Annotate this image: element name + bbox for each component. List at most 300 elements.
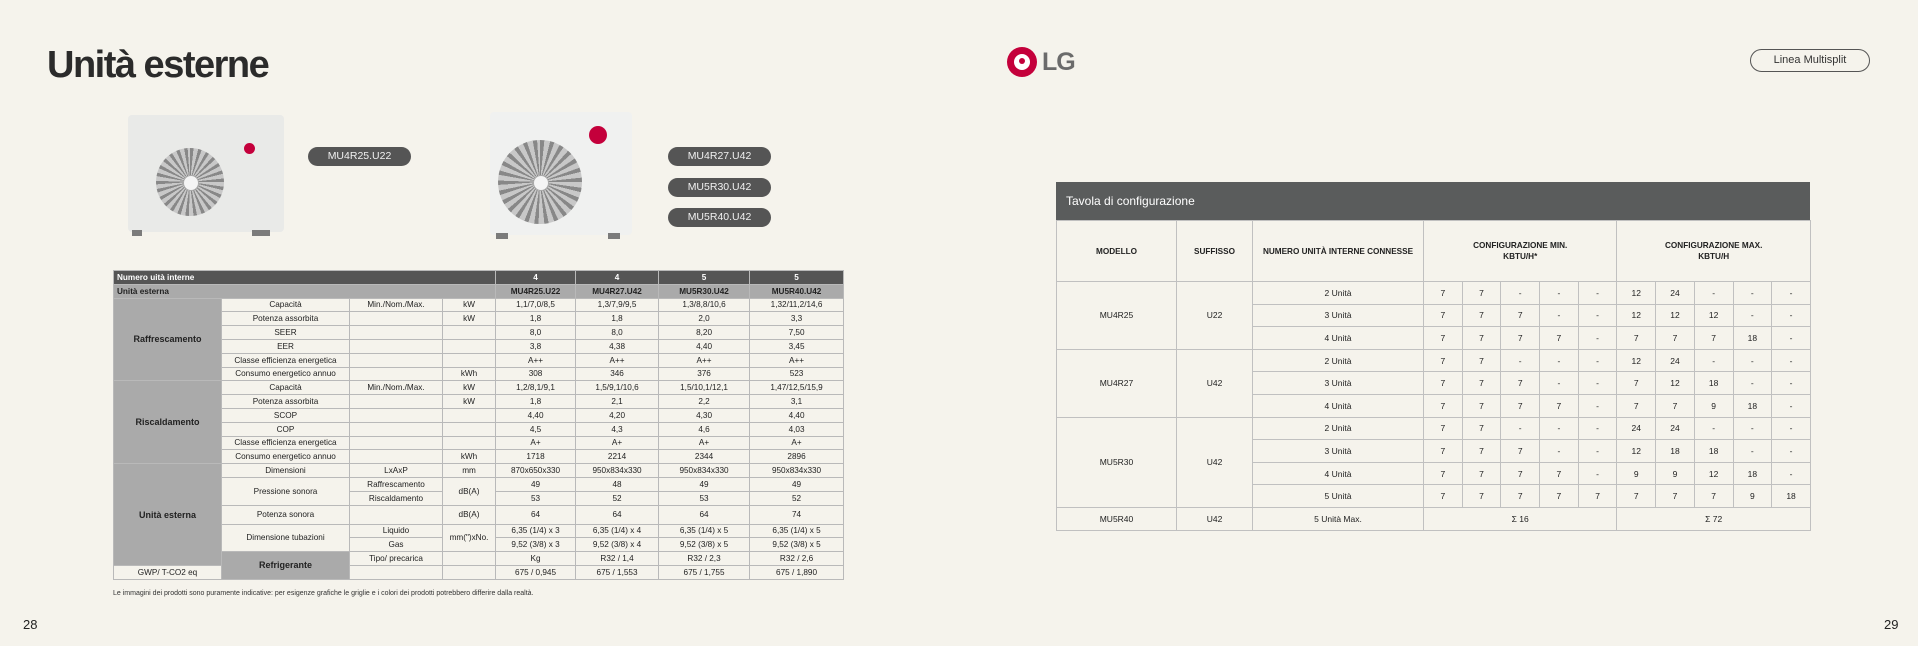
row-unit: kW bbox=[443, 312, 496, 326]
row-unit bbox=[443, 339, 496, 353]
row-sublabel: Min./Nom./Max. bbox=[350, 298, 443, 312]
cell: R32 / 2,6 bbox=[750, 552, 844, 566]
model-pill-mu5r40: MU5R40.U42 bbox=[668, 208, 771, 227]
cell: 74 bbox=[750, 505, 844, 524]
cell-model: MU5R30 bbox=[1057, 417, 1177, 507]
row-label: Dimensioni bbox=[222, 464, 350, 478]
cell-max: 7 bbox=[1617, 372, 1656, 395]
cell-max: 7 bbox=[1656, 485, 1695, 508]
cell-max: 24 bbox=[1617, 417, 1656, 440]
cell-suffix: U22 bbox=[1177, 282, 1253, 350]
cell: 64 bbox=[576, 505, 659, 524]
cell: 1,1/7,0/8,5 bbox=[496, 298, 576, 312]
cell: 9,52 (3/8) x 4 bbox=[576, 538, 659, 552]
cell-min: 7 bbox=[1424, 304, 1463, 327]
cell-min: - bbox=[1540, 372, 1579, 395]
cell-max: 12 bbox=[1617, 440, 1656, 463]
row-unit: kWh bbox=[443, 450, 496, 464]
row-unit bbox=[443, 565, 496, 579]
cell-min-sum: Σ 16 bbox=[1424, 507, 1617, 530]
cell: 2,0 bbox=[659, 312, 750, 326]
specifications-table bbox=[113, 270, 844, 580]
cell-max: - bbox=[1772, 417, 1811, 440]
table-row bbox=[114, 408, 844, 422]
cell-max: 7 bbox=[1694, 327, 1733, 350]
table-row bbox=[114, 326, 844, 340]
row-label: GWP/ T-CO2 eq bbox=[114, 565, 222, 579]
table-row bbox=[114, 464, 844, 478]
lg-logo-icon bbox=[589, 126, 607, 144]
cell: 6,35 (1/4) x 3 bbox=[496, 524, 576, 538]
cell: 1,8 bbox=[576, 312, 659, 326]
cell-suffix: U42 bbox=[1177, 349, 1253, 417]
cell-min: 7 bbox=[1501, 304, 1540, 327]
cell: 1,3/8,8/10,6 bbox=[659, 298, 750, 312]
table-row bbox=[114, 436, 844, 450]
cell-units: 2 Unità bbox=[1253, 417, 1424, 440]
cell: 1,5/9,1/10,6 bbox=[576, 381, 659, 395]
row-sublabel: Gas bbox=[350, 538, 443, 552]
cell-max: 24 bbox=[1656, 417, 1695, 440]
cell: 9,52 (3/8) x 5 bbox=[750, 538, 844, 552]
table-row bbox=[114, 339, 844, 353]
header-indoor-count-label: Numero uità interne bbox=[114, 271, 496, 285]
cell: 3,45 bbox=[750, 339, 844, 353]
cell-min: 7 bbox=[1578, 485, 1617, 508]
cell: A+ bbox=[496, 436, 576, 450]
cell-min: 7 bbox=[1462, 282, 1501, 305]
cell-min: - bbox=[1578, 394, 1617, 417]
row-label: Consumo energetico annuo bbox=[222, 367, 350, 381]
unit-feet bbox=[496, 233, 508, 239]
cell-max: - bbox=[1694, 282, 1733, 305]
brand-logo bbox=[1007, 47, 1075, 77]
cell-min: - bbox=[1578, 440, 1617, 463]
table-row bbox=[114, 524, 844, 538]
cell: 49 bbox=[659, 477, 750, 491]
cell-max: 12 bbox=[1617, 282, 1656, 305]
cell-suffix: U42 bbox=[1177, 507, 1253, 530]
row-label: COP bbox=[222, 422, 350, 436]
header-model: MU4R25.U22 bbox=[496, 284, 576, 298]
cell-min: - bbox=[1578, 327, 1617, 350]
cell-max: 18 bbox=[1733, 327, 1772, 350]
row-sublabel: Riscaldamento bbox=[350, 491, 443, 505]
row-sublabel bbox=[350, 450, 443, 464]
cell-min: 7 bbox=[1462, 485, 1501, 508]
cell-min: 7 bbox=[1501, 485, 1540, 508]
cell-max: - bbox=[1733, 349, 1772, 372]
cell-units: 4 Unità bbox=[1253, 327, 1424, 350]
cell-units: 2 Unità bbox=[1253, 282, 1424, 305]
cell: 1,47/12,5/15,9 bbox=[750, 381, 844, 395]
cell-min: 7 bbox=[1424, 372, 1463, 395]
cell: 1,2/8,1/9,1 bbox=[496, 381, 576, 395]
cell: 8,0 bbox=[496, 326, 576, 340]
row-label: Classe efficienza energetica bbox=[222, 353, 350, 367]
cell: 49 bbox=[750, 477, 844, 491]
cell: 9,52 (3/8) x 5 bbox=[659, 538, 750, 552]
cell-min: 7 bbox=[1501, 394, 1540, 417]
page-number-left: 28 bbox=[23, 617, 38, 632]
header-count: 4 bbox=[576, 271, 659, 285]
cell-min: 7 bbox=[1424, 394, 1463, 417]
cell-max: - bbox=[1733, 372, 1772, 395]
cell-max: 7 bbox=[1656, 327, 1695, 350]
cell-min: - bbox=[1578, 417, 1617, 440]
cell-units: 3 Unità bbox=[1253, 440, 1424, 463]
cell-max: 9 bbox=[1733, 485, 1772, 508]
row-sublabel bbox=[350, 436, 443, 450]
cell: R32 / 2,3 bbox=[659, 552, 750, 566]
cell: 53 bbox=[659, 491, 750, 505]
row-unit bbox=[443, 436, 496, 450]
cell: 4,3 bbox=[576, 422, 659, 436]
cell-max: 12 bbox=[1694, 304, 1733, 327]
row-sublabel bbox=[350, 408, 443, 422]
cell: 6,35 (1/4) x 5 bbox=[750, 524, 844, 538]
row-sublabel bbox=[350, 395, 443, 409]
cell: 4,30 bbox=[659, 408, 750, 422]
lg-logo-icon bbox=[244, 143, 255, 154]
row-sublabel: LxAxP bbox=[350, 464, 443, 478]
cell: 4,20 bbox=[576, 408, 659, 422]
cell-min: - bbox=[1578, 282, 1617, 305]
group-heating: Riscaldamento bbox=[114, 381, 222, 464]
row-label: Potenza assorbita bbox=[222, 395, 350, 409]
cell: A+ bbox=[576, 436, 659, 450]
cell-max: - bbox=[1772, 440, 1811, 463]
cell-min: - bbox=[1540, 304, 1579, 327]
row-unit: dB(A) bbox=[443, 505, 496, 524]
cell: 675 / 1,755 bbox=[659, 565, 750, 579]
cell-units: 5 Unità bbox=[1253, 485, 1424, 508]
cell-min: 7 bbox=[1424, 440, 1463, 463]
row-sublabel bbox=[350, 339, 443, 353]
cell: R32 / 1,4 bbox=[576, 552, 659, 566]
cell-min: 7 bbox=[1424, 485, 1463, 508]
header-model: MODELLO bbox=[1057, 221, 1177, 282]
unit-feet bbox=[252, 230, 270, 236]
row-sublabel bbox=[350, 353, 443, 367]
table-header-row bbox=[114, 284, 844, 298]
unit-feet bbox=[132, 230, 142, 236]
brand-wordmark: LG bbox=[1042, 47, 1075, 76]
cell: 7,50 bbox=[750, 326, 844, 340]
outdoor-unit-image-mu4r25 bbox=[128, 115, 284, 232]
cell-min: 7 bbox=[1540, 485, 1579, 508]
row-unit: dB(A) bbox=[443, 477, 496, 505]
cell-min: - bbox=[1578, 372, 1617, 395]
row-label: Dimensione tubazioni bbox=[222, 524, 350, 552]
cell-max: - bbox=[1772, 462, 1811, 485]
cell-max: - bbox=[1772, 394, 1811, 417]
header-outdoor-unit-label: Unità esterna bbox=[114, 284, 496, 298]
table-row bbox=[114, 450, 844, 464]
cell-units: 3 Unità bbox=[1253, 304, 1424, 327]
cell-min: 7 bbox=[1462, 349, 1501, 372]
cell-max: 18 bbox=[1733, 394, 1772, 417]
cell-max: 18 bbox=[1772, 485, 1811, 508]
cell-min: - bbox=[1501, 417, 1540, 440]
table-row bbox=[114, 552, 844, 566]
cell-min: 7 bbox=[1540, 462, 1579, 485]
cell-min: 7 bbox=[1462, 462, 1501, 485]
row-unit: kW bbox=[443, 298, 496, 312]
table-row bbox=[114, 422, 844, 436]
cell-units: 2 Unità bbox=[1253, 349, 1424, 372]
unit-feet bbox=[608, 233, 620, 239]
cell: 52 bbox=[576, 491, 659, 505]
cell: 308 bbox=[496, 367, 576, 381]
cell: A++ bbox=[659, 353, 750, 367]
cell-max: 12 bbox=[1617, 304, 1656, 327]
cell-min: 7 bbox=[1424, 462, 1463, 485]
cell-units: 4 Unità bbox=[1253, 462, 1424, 485]
outdoor-unit-image-large bbox=[490, 112, 632, 235]
cell: 2,2 bbox=[659, 395, 750, 409]
cell-min: 7 bbox=[1424, 282, 1463, 305]
cell-max: 24 bbox=[1656, 282, 1695, 305]
row-unit bbox=[443, 326, 496, 340]
cell-model: MU4R27 bbox=[1057, 349, 1177, 417]
row-unit bbox=[443, 408, 496, 422]
row-label: SCOP bbox=[222, 408, 350, 422]
model-pill-mu4r27: MU4R27.U42 bbox=[668, 147, 771, 166]
cell-units: 3 Unità bbox=[1253, 372, 1424, 395]
header-count: 5 bbox=[659, 271, 750, 285]
cell: 4,40 bbox=[750, 408, 844, 422]
cell: A+ bbox=[750, 436, 844, 450]
cell: 4,40 bbox=[659, 339, 750, 353]
row-label: SEER bbox=[222, 326, 350, 340]
row-sublabel bbox=[350, 367, 443, 381]
cell-min: 7 bbox=[1462, 304, 1501, 327]
cell: 675 / 1,553 bbox=[576, 565, 659, 579]
row-label: Pressione sonora bbox=[222, 477, 350, 505]
cell: 3,3 bbox=[750, 312, 844, 326]
row-sublabel bbox=[350, 312, 443, 326]
cell-max: 18 bbox=[1694, 372, 1733, 395]
table-row bbox=[1057, 349, 1811, 372]
row-unit: kW bbox=[443, 395, 496, 409]
header-config-max-unit: KBTU/H bbox=[1698, 252, 1730, 261]
row-sublabel bbox=[443, 552, 496, 566]
row-unit: kWh bbox=[443, 367, 496, 381]
cell-max: - bbox=[1733, 440, 1772, 463]
row-label: Potenza assorbita bbox=[222, 312, 350, 326]
table-row bbox=[114, 381, 844, 395]
row-unit: mm(")xNo. bbox=[443, 524, 496, 552]
table-row bbox=[114, 353, 844, 367]
lg-logo-icon bbox=[1007, 47, 1037, 77]
cell-max: 12 bbox=[1617, 349, 1656, 372]
model-pill-mu5r30: MU5R30.U42 bbox=[668, 178, 771, 197]
cell: 8,20 bbox=[659, 326, 750, 340]
page-number-right: 29 bbox=[1884, 617, 1899, 632]
cell-max: - bbox=[1733, 417, 1772, 440]
cell: 950x834x330 bbox=[659, 464, 750, 478]
row-label: Classe efficienza energetica bbox=[222, 436, 350, 450]
cell-min: 7 bbox=[1540, 327, 1579, 350]
cell-max: 7 bbox=[1694, 485, 1733, 508]
group-outdoor-unit: Unità esterna bbox=[114, 464, 222, 566]
cell-min: 7 bbox=[1462, 394, 1501, 417]
cell-max: 18 bbox=[1694, 440, 1733, 463]
footnote: Le immagini dei prodotti sono puramente indicative: per esigenze grafiche le griglie e i colori dei prodotti potrebbero differire dalla realtà. bbox=[113, 590, 534, 597]
header-model: MU5R30.U42 bbox=[659, 284, 750, 298]
config-header-row bbox=[1057, 221, 1811, 282]
cell: 2,1 bbox=[576, 395, 659, 409]
cell: A++ bbox=[576, 353, 659, 367]
cell: 3,8 bbox=[496, 339, 576, 353]
cell: 346 bbox=[576, 367, 659, 381]
cell-max: 7 bbox=[1617, 485, 1656, 508]
cell-units: 4 Unità bbox=[1253, 394, 1424, 417]
model-pill-mu4r25: MU4R25.U22 bbox=[308, 147, 411, 166]
cell-min: 7 bbox=[1501, 462, 1540, 485]
cell: 1718 bbox=[496, 450, 576, 464]
header-model: MU5R40.U42 bbox=[750, 284, 844, 298]
cell-min: - bbox=[1578, 462, 1617, 485]
fan-hub bbox=[533, 175, 549, 191]
row-label: EER bbox=[222, 339, 350, 353]
table-row bbox=[114, 477, 844, 491]
page-title: Unità esterne bbox=[47, 44, 269, 86]
header-indoor-units: NUMERO UNITÀ INTERNE CONNESSE bbox=[1253, 221, 1424, 282]
cell: 6,35 (1/4) x 4 bbox=[576, 524, 659, 538]
row-sublabel: Min./Nom./Max. bbox=[350, 381, 443, 395]
cell-min: - bbox=[1540, 349, 1579, 372]
row-unit bbox=[443, 422, 496, 436]
cell-min: 7 bbox=[1424, 417, 1463, 440]
cell-max: 12 bbox=[1694, 462, 1733, 485]
cell: 1,8 bbox=[496, 395, 576, 409]
cell-suffix: U42 bbox=[1177, 417, 1253, 507]
cell: 49 bbox=[496, 477, 576, 491]
cell-max: - bbox=[1733, 282, 1772, 305]
table-row bbox=[114, 505, 844, 524]
cell-max: 12 bbox=[1656, 304, 1695, 327]
configuration-table bbox=[1056, 220, 1811, 531]
cell-min: 7 bbox=[1501, 372, 1540, 395]
cell-max: - bbox=[1772, 349, 1811, 372]
header-count: 5 bbox=[750, 271, 844, 285]
cell-min: - bbox=[1501, 349, 1540, 372]
cell-min: 7 bbox=[1462, 372, 1501, 395]
cell-min: 7 bbox=[1424, 349, 1463, 372]
cell: 523 bbox=[750, 367, 844, 381]
group-cooling: Raffrescamento bbox=[114, 298, 222, 381]
table-row bbox=[114, 395, 844, 409]
cell: 950x834x330 bbox=[750, 464, 844, 478]
cell: 48 bbox=[576, 477, 659, 491]
cell: 675 / 0,945 bbox=[496, 565, 576, 579]
table-row bbox=[1057, 282, 1811, 305]
cell: 1,8 bbox=[496, 312, 576, 326]
cell: 9,52 (3/8) x 3 bbox=[496, 538, 576, 552]
cell-min: 7 bbox=[1462, 440, 1501, 463]
header-count: 4 bbox=[496, 271, 576, 285]
cell: A++ bbox=[750, 353, 844, 367]
header-config-min bbox=[1424, 221, 1617, 282]
cell-min: 7 bbox=[1540, 394, 1579, 417]
cell-max: 7 bbox=[1617, 327, 1656, 350]
row-unit bbox=[443, 353, 496, 367]
cell-min: 7 bbox=[1501, 327, 1540, 350]
cell-min: - bbox=[1578, 349, 1617, 372]
table-row bbox=[1057, 417, 1811, 440]
cell-max: 9 bbox=[1694, 394, 1733, 417]
cell: 3,1 bbox=[750, 395, 844, 409]
cell: 4,40 bbox=[496, 408, 576, 422]
cell: 6,35 (1/4) x 5 bbox=[659, 524, 750, 538]
cell: 4,6 bbox=[659, 422, 750, 436]
cell-max: 7 bbox=[1656, 394, 1695, 417]
cell: 64 bbox=[659, 505, 750, 524]
row-sublabel: Liquido bbox=[350, 524, 443, 538]
config-table-title: Tavola di configurazione bbox=[1056, 182, 1810, 220]
cell-max: - bbox=[1694, 417, 1733, 440]
cell-model: MU4R25 bbox=[1057, 282, 1177, 350]
cell: 2896 bbox=[750, 450, 844, 464]
cell-min: - bbox=[1540, 417, 1579, 440]
cell: 4,38 bbox=[576, 339, 659, 353]
cell-min: 7 bbox=[1462, 417, 1501, 440]
header-config-min-unit: KBTU/H* bbox=[1503, 252, 1538, 261]
cell-min: 7 bbox=[1424, 327, 1463, 350]
row-label: Capacità bbox=[222, 298, 350, 312]
cell-max: - bbox=[1772, 282, 1811, 305]
cell-max: 7 bbox=[1617, 394, 1656, 417]
fan-hub bbox=[183, 175, 199, 191]
cell: 4,03 bbox=[750, 422, 844, 436]
line-label-pill: Linea Multisplit bbox=[1750, 49, 1870, 72]
row-sublabel bbox=[350, 422, 443, 436]
cell-max: 9 bbox=[1656, 462, 1695, 485]
cell: A++ bbox=[496, 353, 576, 367]
row-unit: mm bbox=[443, 464, 496, 478]
row-label: Potenza sonora bbox=[222, 505, 350, 524]
cell: 1,32/11,2/14,6 bbox=[750, 298, 844, 312]
table-header-row bbox=[114, 271, 844, 285]
header-model: MU4R27.U42 bbox=[576, 284, 659, 298]
cell: 4,5 bbox=[496, 422, 576, 436]
header-config-max-label: CONFIGURAZIONE MAX. bbox=[1665, 241, 1763, 250]
row-sublabel bbox=[350, 505, 443, 524]
cell: 1,5/10,1/12,1 bbox=[659, 381, 750, 395]
row-sublabel bbox=[350, 565, 443, 579]
cell: A+ bbox=[659, 436, 750, 450]
cell-max: - bbox=[1772, 327, 1811, 350]
row-label: Consumo energetico annuo bbox=[222, 450, 350, 464]
cell: 2344 bbox=[659, 450, 750, 464]
header-config-max bbox=[1617, 221, 1811, 282]
table-row bbox=[114, 312, 844, 326]
group-refrigerant: Refrigerante bbox=[222, 552, 350, 580]
cell-max-sum: Σ 72 bbox=[1617, 507, 1811, 530]
row-label: Tipo/ precarica bbox=[350, 552, 443, 566]
table-row bbox=[1057, 507, 1811, 530]
cell-units: 5 Unità Max. bbox=[1253, 507, 1424, 530]
cell-min: 7 bbox=[1462, 327, 1501, 350]
cell: 376 bbox=[659, 367, 750, 381]
cell-min: - bbox=[1501, 282, 1540, 305]
cell-min: - bbox=[1540, 440, 1579, 463]
row-sublabel bbox=[350, 326, 443, 340]
row-unit: Kg bbox=[496, 552, 576, 566]
table-row bbox=[114, 298, 844, 312]
